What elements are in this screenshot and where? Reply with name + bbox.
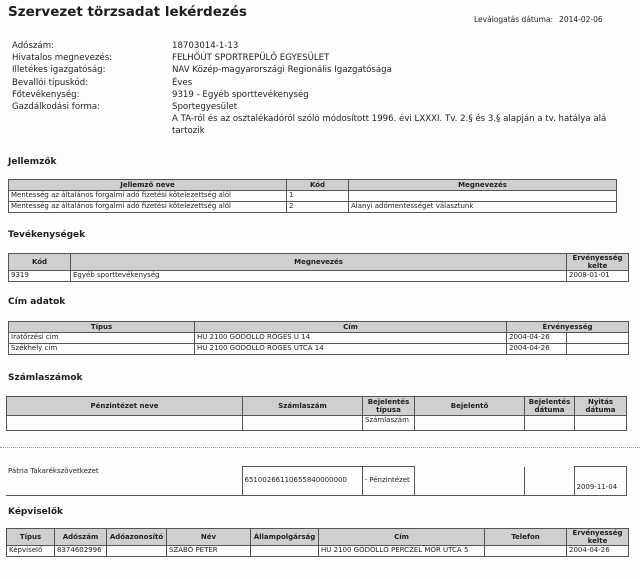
table-cell: 2: [287, 202, 349, 213]
summary-label: Főtevékenység:: [12, 89, 80, 100]
table-cell: 2008-01-01: [567, 271, 629, 282]
table-cell: Iratőrzési cím: [9, 333, 195, 344]
table-cell: [485, 546, 567, 557]
query-date-value: 2014-02-06: [559, 15, 603, 24]
tevekenysegek-table: [8, 253, 629, 282]
table-cell: 8374602996: [55, 546, 107, 557]
table-cell: HU 2100 GÖDÖLLŐ PERCZEL MÓR UTCA 5: [319, 546, 485, 557]
summary-row: [12, 64, 612, 76]
table-cell: [7, 416, 243, 431]
table-row: [9, 271, 629, 282]
table-row: [7, 546, 629, 557]
table-cell: [567, 344, 629, 355]
query-date-label: Leválogatás dátuma:: [474, 15, 554, 24]
column-header: Jellemző neve: [9, 180, 287, 191]
summary-value: 18703014-1-13: [172, 41, 239, 51]
summary-block: [12, 40, 612, 138]
table-cell: Alanyi adómentességet választunk: [349, 202, 617, 213]
summary-row: [12, 52, 612, 64]
jellemzok-table: [8, 179, 617, 213]
table-cell: 2004-04-26: [507, 333, 567, 344]
table-cell: Mentesség az általános forgalmi adó fizetési kötelezettség alól: [9, 191, 287, 202]
column-header: Kód: [287, 180, 349, 191]
table-cell: 2004-04-26: [567, 546, 629, 557]
summary-row: [12, 89, 612, 101]
table-cell: [524, 467, 574, 496]
column-header: Érvényesség: [507, 322, 629, 333]
column-header: Cím: [195, 322, 507, 333]
table-cell: SZABÓ PÉTER: [167, 546, 251, 557]
column-header: Adóazonosító: [107, 529, 167, 546]
summary-label: Gazdálkodási forma:: [12, 102, 100, 113]
column-header: Típus: [7, 529, 55, 546]
summary-row: [12, 77, 612, 89]
table-cell: [567, 333, 629, 344]
table-cell: [349, 191, 617, 202]
table-cell: Mentesség az általános forgalmi adó fizetési kötelezettség alól: [9, 202, 287, 213]
cim-adatok-table: [8, 321, 629, 355]
page-title: Szervezet törzsadat lekérdezés: [8, 4, 247, 20]
section-title-cim-adatok: Cím adatok: [8, 297, 66, 307]
section-title-kepviselok: Képviselők: [8, 507, 64, 517]
section-title-tevekenysegek: Tevékenységek: [8, 230, 86, 240]
table-cell: [575, 416, 627, 431]
table-cell: Egyéb sporttevékenység: [71, 271, 567, 282]
table-row: [9, 202, 617, 213]
summary-row: [12, 101, 612, 113]
table-cell: Székhely cím: [9, 344, 195, 355]
table-row: [7, 416, 627, 431]
summary-label: Adószám:: [12, 41, 54, 51]
summary-value: FELHŐÚT SPORTREPÜLŐ EGYESÜLET: [172, 53, 330, 64]
table-cell: [107, 546, 167, 557]
summary-row: [12, 40, 612, 52]
query-date: [474, 15, 603, 24]
kepviselok-table: [6, 528, 629, 557]
page-break-line: [0, 447, 640, 448]
table-cell: Képviselő: [7, 546, 55, 557]
summary-label: Hivatalos megnevezés:: [12, 53, 113, 64]
summary-value: A TA-ról és az osztalékadóról szóló módosított 1996. évi LXXXI. Tv. 2.§ és 3.§ alapján a tv. hatálya alá tartozik: [172, 114, 607, 137]
table-cell: [525, 416, 575, 431]
section-title-jellemzok: Jellemzők: [8, 157, 57, 167]
table-cell: [414, 467, 524, 496]
column-header: Adószám: [55, 529, 107, 546]
column-header: Bejelentés típusa: [363, 397, 415, 416]
table-row: [6, 467, 626, 496]
summary-label: Illetékes igazgatóság:: [12, 65, 106, 76]
table-cell: 1: [287, 191, 349, 202]
column-header: Bejelentő: [415, 397, 525, 416]
column-header: Cím: [319, 529, 485, 546]
table-cell: [415, 416, 525, 431]
table-cell: - Pénzintézet: [362, 467, 414, 496]
section-title-szamlaszamok: Számlaszámok: [8, 373, 83, 383]
table-cell: HU 2100 GÖDÖLLŐ RÖGES U 14: [195, 333, 507, 344]
table-cell: [243, 416, 363, 431]
summary-label: Bevallói típuskód:: [12, 77, 89, 88]
column-header: Telefon: [485, 529, 567, 546]
summary-value: Éves: [172, 77, 193, 88]
table-row: [9, 344, 629, 355]
summary-value: 9319 - Egyéb sporttevékenység: [172, 89, 309, 100]
table-row: [9, 191, 617, 202]
table-cell: 9319: [9, 271, 71, 282]
column-header: Típus: [9, 322, 195, 333]
column-header: Nyitás dátuma: [575, 397, 627, 416]
column-header: Név: [167, 529, 251, 546]
table-cell: 2009-11-04: [574, 467, 626, 496]
column-header: Érvényesség kelte: [567, 529, 629, 546]
table-cell: Számlaszám: [363, 416, 415, 431]
table-cell: HU 2100 GÖDÖLLŐ RÖGES UTCA 14: [195, 344, 507, 355]
summary-value: NAV Közép-magyarországi Regionális Igazgatósága: [172, 65, 392, 76]
summary-row: [12, 113, 612, 137]
column-header: Kód: [9, 254, 71, 271]
column-header: Megnevezés: [349, 180, 617, 191]
column-header: Megnevezés: [71, 254, 567, 271]
column-header: Pénzintézet neve: [7, 397, 243, 416]
column-header: Állampolgárság: [251, 529, 319, 546]
table-cell: 65100266110655840000000: [242, 467, 362, 496]
szamlaszamok-data-table: [6, 466, 627, 496]
column-header: Számlaszám: [243, 397, 363, 416]
szamlaszamok-header-table: [6, 396, 627, 431]
table-cell: 2004-04-26: [507, 344, 567, 355]
summary-value: Sportegyesület: [172, 102, 238, 113]
column-header: Bejelentés dátuma: [525, 397, 575, 416]
summary-label: [12, 113, 172, 137]
table-row: [9, 333, 629, 344]
column-header: Érvényesség kelte: [567, 254, 629, 271]
table-cell: Pátria Takarékszövetkezet: [6, 467, 242, 496]
table-cell: [251, 546, 319, 557]
